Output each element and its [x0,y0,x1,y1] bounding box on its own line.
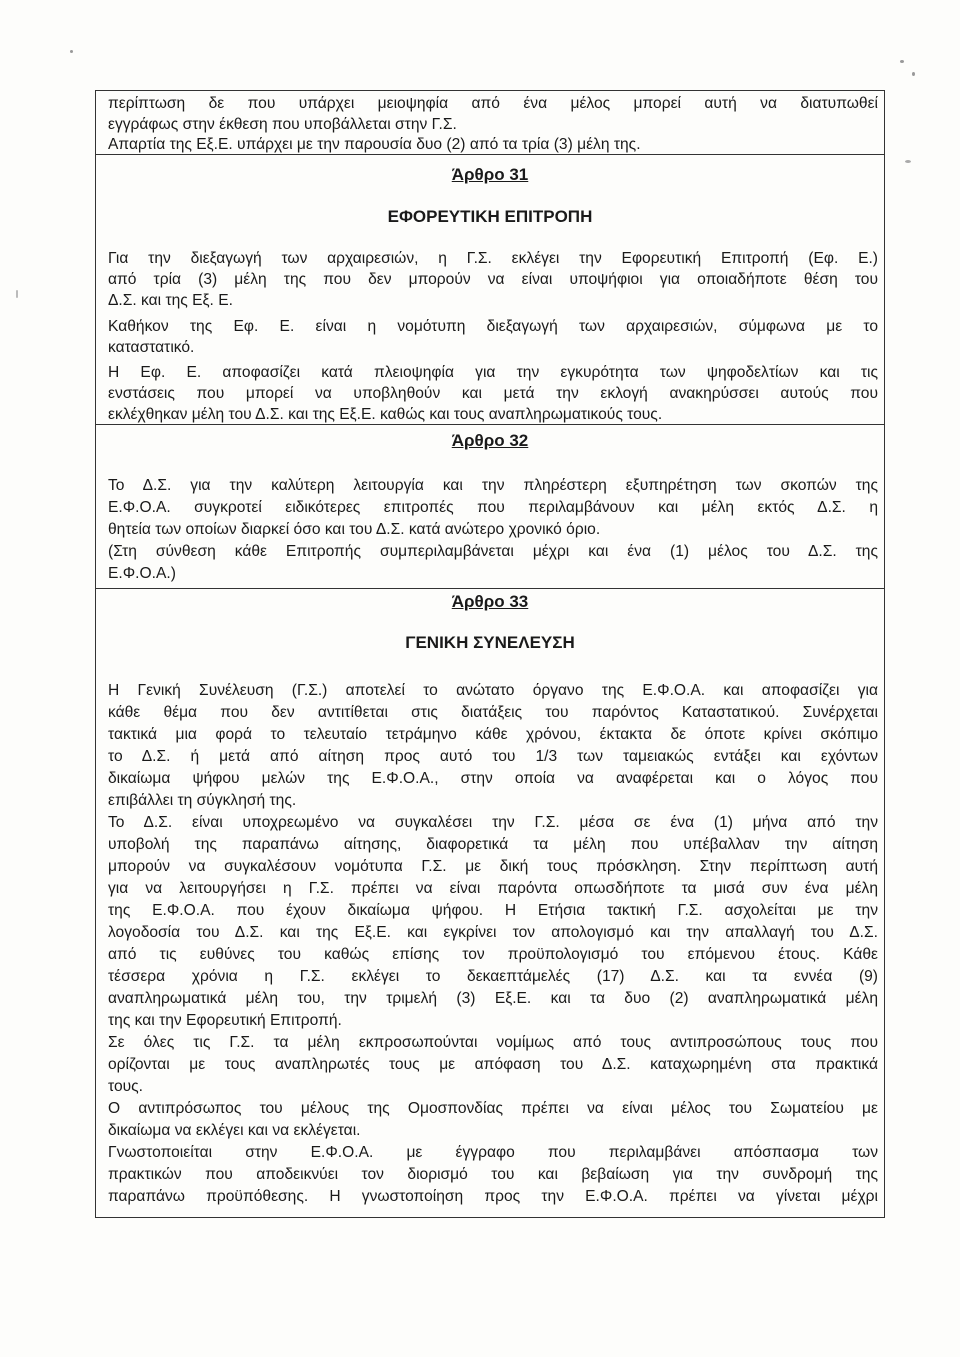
paragraph-line: θητεία των οποίων διαρκεί όσο και του Δ.Σ. κατά ανώτερο χρονικό όριο. [108,521,601,538]
paragraph-line: κάθε θέμα που δεν αντιτίθεται στις διατάξεις του παρόντος Καταστατικού. Συνέρχεται [108,704,878,721]
paragraph-line: τέσσερα χρόνια η Γ.Σ. εκλέγει το δεκαεπτάμελές (17) Δ.Σ. και τα εννέα (9) [108,968,878,985]
paragraph-line: Το Δ.Σ. είναι υποχρεωμένο να συγκαλέσει την Γ.Σ. μέσα σε ένα (1) μήνα από την [108,814,878,831]
paragraph-line: επιβάλλει τη σύγκλησή της. [108,792,297,809]
paragraph-line: για να λειτουργήσει η Γ.Σ. πρέπει να είναι παρόντα οπωσδήποτε τα μισά συν ένα μέλη [108,880,878,897]
section-previous [96,91,884,155]
paragraph-line: Ο αντιπρόσωπος του μέλους της Ομοσπονδίας πρέπει να είναι μέλος του Σωματείου με [108,1100,878,1117]
scan-speck [16,290,18,298]
article-32 [96,425,884,589]
paragraph-line: (Στη σύνθεση κάθε Επιτροπής συμπεριλαμβάνεται μέχρι και ένα (1) μέλος του Δ.Σ. της [108,543,878,560]
paragraph-line: Απαρτία της Εξ.Ε. υπάρχει με την παρουσία δυο (2) από τα τρία (3) μέλη της. [108,136,641,153]
paragraph-line: Γνωστοποιείται στην Ε.Φ.Ο.Α. με έγγραφο που περιλαμβάνει απόσπασμα των [108,1144,878,1161]
paragraph-line: καταστατικό. [108,339,195,356]
paragraph-line: της Ε.Φ.Ο.Α. που έχουν δικαίωμα ψήφου. Η Ετήσια τακτική Γ.Σ. ασχολείται με την [108,902,878,919]
paragraph-line: Το Δ.Σ. για την καλύτερη λειτουργία και την πληρέστερη εξυπηρέτηση των σκοπών της [108,477,878,494]
paragraph-line: εγγράφως στην έκθεση που υποβάλλεται στην Γ.Σ. [108,116,457,133]
paragraph-line: Ε.Φ.Ο.Α. συγκροτεί ειδικότερες επιτροπές που περιλαμβάνουν και μέλη εκτός Δ.Σ. η [108,499,878,516]
paragraph-line: αναπληρωματικά μέλη του, την τριμελή (3) Εξ.Ε. και τα δυο (2) αναπληρωματικά μέλη [108,990,878,1007]
paragraph-line: ορίζονται με τους αναπληρωτές τους με απόφαση του Δ.Σ. καταχωρημένη στα πρακτικά [108,1056,878,1073]
paragraph-line: περίπτωση δε που υπάρχει μειοψηφία από ένα μέλος μπορεί αυτή να διατυπωθεί [108,95,878,112]
paragraph-line: Σε όλες τις Γ.Σ. τα μέλη εκπροσωπούνται νομίμως από τους αντιπροσώπους τους που [108,1034,878,1051]
paragraph-line: υποβολή της παραπάνω αίτησης, διαφορετικά τα μέλη που υπέβαλλαν την αίτηση [108,836,878,853]
paragraph-line: Για την διεξαγωγή των αρχαιρεσιών, η Γ.Σ. εκλέγει την Εφορευτική Επιτροπή (Εφ. Ε.) [108,250,878,267]
paragraph-line: εκλέχθηκαν μέλη του Δ.Σ. και της Εξ.Ε. καθώς και τους αναπληρωματικούς τους. [108,406,663,423]
paragraph-line: δικαίωμα να εκλέγει και να εκλέγεται. [108,1122,361,1139]
paragraph-line: Καθήκον της Εφ. Ε. είναι η νομότυπη διεξαγωγή των αρχαιρεσιών, σύμφωνα με το [108,318,878,335]
paragraph-line: ενστάσεις που μπορεί να υποβληθούν και μετά την εκλογή ανακηρύσσει αυτούς που [108,385,878,402]
paragraph-line: τους. [108,1078,143,1095]
document-frame [95,90,885,1218]
article-32-title: Άρθρο 32 [451,431,529,450]
paragraph-line: μπορούν να συγκαλέσουν νομότυπα Γ.Σ. με δική τους πρόσκληση. Στην περίπτωση αυτή [108,858,878,875]
scan-speck [900,60,904,63]
paragraph-line: από τις ευθύνες του καθώς επίσης τον προϋπολογισμό του επόμενου έτους. Κάθε [108,946,878,963]
paragraph-line: από τρία (3) μέλη της που δεν μπορούν να είναι υποψήφιοι για οποιαδήποτε θέση του [108,271,878,288]
article-31-subtitle: ΕΦΟΡΕΥΤΙΚΗ ΕΠΙΤΡΟΠΗ [387,207,593,226]
paragraph-line: της και την Εφορευτική Επιτροπή. [108,1012,342,1029]
paragraph-line: Η Εφ. Ε. αποφασίζει κατά πλειοψηφία για την εγκυρότητα των ψηφοδελτίων και τις [108,364,878,381]
paragraph-line: λογοδοσία του Δ.Σ. και της Εξ.Ε. και εγκρίνει τον απολογισμό και την απαλλαγή του Δ.Σ. [108,924,878,941]
paragraph-line: τακτικά μια φορά το τελευταίο τετράμηνο κάθε χρόνου, έκτακτα δε όποτε κρίνει σκόπιμο [108,726,878,743]
paragraph-line: το Δ.Σ. ή μετά από αίτηση προς αυτό του 1/3 των ταμειακώς εντάξει και εχόντων [108,748,878,765]
article-33 [96,589,884,1217]
article-31 [96,155,884,425]
scan-speck [912,72,915,76]
paragraph-line: δικαίωμα ψήφου μελών της Ε.Φ.Ο.Α., στην οποία να αναφέρεται και ο λόγος που [108,770,878,787]
article-33-title: Άρθρο 33 [451,592,529,611]
scan-speck [70,50,73,53]
article-33-subtitle: ΓΕΝΙΚΗ ΣΥΝΕΛΕΥΣΗ [405,633,575,652]
paragraph-line: Η Γενική Συνέλευση (Γ.Σ.) αποτελεί το ανώτατο όργανο της Ε.Φ.Ο.Α. και αποφασίζει για [108,682,878,699]
paragraph-line: πρακτικών που αποδεικνύει τον διορισμό του και βεβαίωση για την συνδρομή της [108,1166,878,1183]
scan-speck [905,160,911,163]
paragraph-line: Ε.Φ.Ο.Α.) [108,565,176,582]
paragraph-line: Δ.Σ. και της Εξ. Ε. [108,292,233,309]
article-31-title: Άρθρο 31 [451,165,529,184]
paragraph-line: παραπάνω προϋπόθεσης. Η γνωστοποίηση προς την Ε.Φ.Ο.Α. πρέπει να γίνεται μέχρι [108,1188,878,1205]
